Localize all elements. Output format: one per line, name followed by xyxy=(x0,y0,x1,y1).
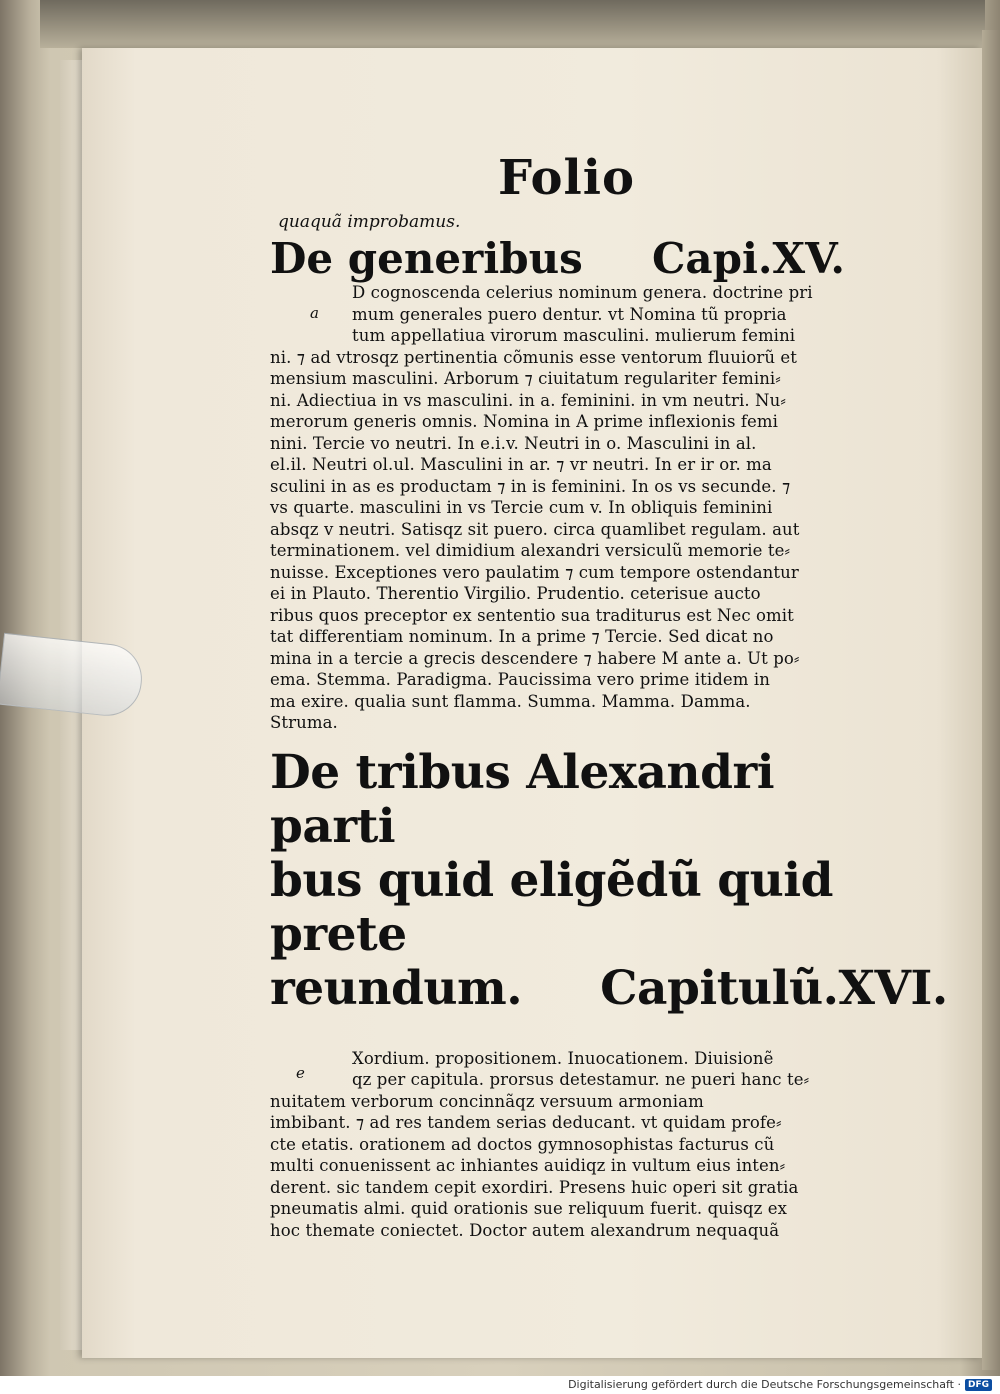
text-line: hoc themate coniectet. Doctor autem alexandrum nequaquã xyxy=(270,1220,780,1240)
text-line: nini. Tercie vo neutri. In e.i.v. Neutri in o. Masculini in al. xyxy=(270,433,757,453)
text-line: merorum generis omnis. Nomina in A prime inflexionis femi xyxy=(270,412,779,431)
text-line: mum generales puero dentur. vt Nomina tũ propria xyxy=(352,304,787,324)
text-line: tat differentiam nominum. In a prime ⁊ Tercie. Sed dicat no xyxy=(270,627,774,646)
chapter-16-body xyxy=(270,1048,860,1242)
text-line: pneumatis almi. quid orationis sue reliquum fuerit. quisqz ex xyxy=(270,1199,788,1218)
chapter-16-lines xyxy=(270,1048,860,1242)
footer-text: Digitalisierung gefördert durch die Deutsche Forschungsgemeinschaft · xyxy=(568,1378,961,1391)
text-line: el.il. Neutri ol.ul. Masculini in ar. ⁊ vr neutri. In er ir or. ma xyxy=(270,455,772,474)
chapter-16-heading xyxy=(270,744,948,1016)
page-text xyxy=(270,150,948,1241)
chapter-15-initial-guide-letter: a xyxy=(310,304,319,322)
book-fore-edge xyxy=(982,30,1000,1370)
text-line: ma exire. qualia sunt flamma. Summa. Mamma. Damma. xyxy=(270,691,751,711)
text-line: nuitatem verborum concinnãqz versuum armoniam xyxy=(270,1091,704,1111)
chapter-15-lines xyxy=(270,282,860,734)
text-line: Xordium. propositionem. Inuocationem. Diuisionẽ xyxy=(352,1048,774,1068)
folio-header: Folio xyxy=(498,150,635,206)
spacer xyxy=(270,1016,860,1048)
text-line: qz per capitula. prorsus detestamur. ne pueri hanc te⸗ xyxy=(352,1070,810,1089)
chapter-16-heading-line xyxy=(270,960,948,1016)
chapter-16-initial-guide-letter: e xyxy=(296,1063,305,1082)
text-line: derent. sic tandem cepit exordiri. Presens huic operi sit gratia xyxy=(270,1177,799,1197)
chapter-15-title: De generibus xyxy=(270,234,583,283)
chapter-16-heading-line xyxy=(270,746,845,854)
heading-segment: bus quid eligẽdũ quid prete xyxy=(270,852,834,962)
text-line: multi conuenissent ac inhiantes auidiqz in vultum eius inten⸗ xyxy=(270,1156,786,1175)
text-line: ni. Adiectiua in vs masculini. in a. feminini. in vm neutri. Nu⸗ xyxy=(270,390,786,410)
text-line: absqz v neutri. Satisqz sit puero. circa quamlibet regulam. aut xyxy=(270,519,800,539)
text-line: Struma. xyxy=(270,713,338,732)
text-line: ema. Stemma. Paradigma. Paucissima vero prime itidem in xyxy=(270,670,770,689)
book-cover-top xyxy=(40,0,985,48)
text-line: sculini in as es productam ⁊ in is feminini. In os vs secunde. ⁊ xyxy=(270,476,791,496)
text-line: terminationem. vel dimidium alexandri versiculũ memorie te⸗ xyxy=(270,541,791,560)
text-line: ei in Plauto. Therentio Virgilio. Prudentio. ceterisue aucto xyxy=(270,584,761,603)
text-line: tum appellatiua virorum masculini. mulierum femini xyxy=(352,326,796,345)
heading-segment: reundum. xyxy=(270,960,523,1016)
text-line: imbibant. ⁊ ad res tandem serias deducant. vt quidam profe⸗ xyxy=(270,1113,782,1132)
text-line: nuisse. Exceptiones vero paulatim ⁊ cum tempore ostendantur xyxy=(270,562,799,582)
chapter-15-body xyxy=(270,282,860,734)
dfg-logo-icon: DFG xyxy=(965,1379,992,1391)
text-line: mina in a tercie a grecis descendere ⁊ habere M ante a. Ut po⸗ xyxy=(270,648,800,668)
text-line: mensium masculini. Arborum ⁊ ciuitatum regulariter femini⸗ xyxy=(270,369,781,388)
heading-segment: De tribus Alexandri parti xyxy=(270,744,775,854)
chapter-16-heading-line xyxy=(270,854,845,962)
text-line: D cognoscenda celerius nominum genera. doctrine pri xyxy=(352,283,813,302)
text-line: vs quarte. masculini in vs Tercie cum v. In obliquis feminini xyxy=(270,498,773,517)
heading-segment: Capitulũ.XVI. xyxy=(600,960,948,1016)
footer-credit xyxy=(568,1378,992,1391)
text-line: ni. ⁊ ad vtrosqz pertinentia cõmunis esse ventorum fluuiorũ et xyxy=(270,347,798,367)
chapter-15-heading xyxy=(270,236,845,282)
chapter-15-number: Capi.XV. xyxy=(651,234,845,283)
text-line: ribus quos preceptor ex sententio sua traditurus est Nec omit xyxy=(270,605,794,625)
text-line: cte etatis. orationem ad doctos gymnosophistas facturus cũ xyxy=(270,1134,775,1154)
carryover-line: quaquã improbamus. xyxy=(278,212,461,232)
